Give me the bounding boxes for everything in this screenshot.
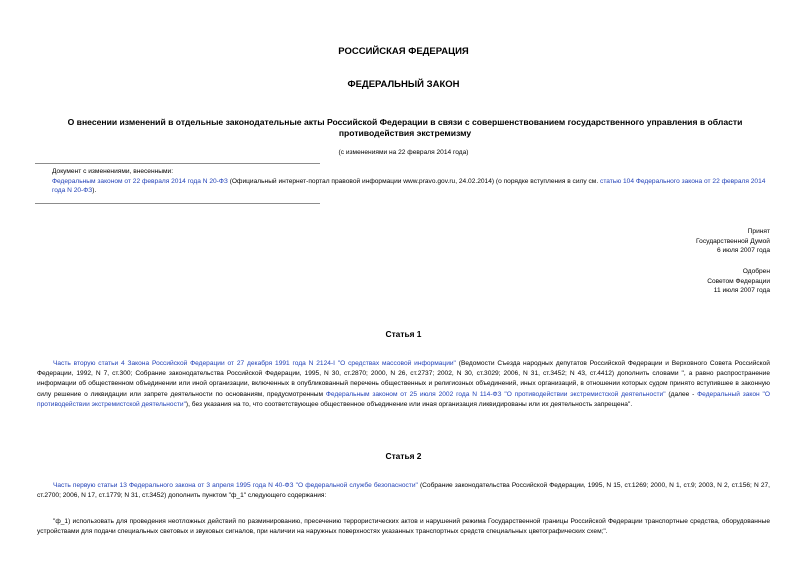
- country-heading: РОССИЙСКАЯ ФЕДЕРАЦИЯ: [338, 46, 469, 57]
- article-1-paragraph: [37, 359, 770, 410]
- changes-block: [52, 167, 774, 196]
- divider-bottom: [35, 203, 320, 204]
- adoption-federation-council: [707, 267, 770, 296]
- changes-text-2: ).: [92, 187, 97, 195]
- adoption-duma: [696, 227, 770, 256]
- changes-text-1: (Официальный интернет-портал правовой информации www.pravo.gov.ru, 24.02.2014) (о порядке вступления в силу см.: [227, 177, 601, 185]
- changes-text: [52, 177, 774, 196]
- changes-intro: Документ с изменениями, внесенными:: [52, 168, 174, 175]
- changes-link-law[interactable]: Федеральным законом от 22 февраля 2014 года N 20-ФЗ: [52, 177, 228, 185]
- article-1-text-1: (Ведомости Съезда народных депутатов Российской Федерации и Верховного Совета Российской Федерации, 1992, N 7, ст.300; Собрание законодательства Российской Федерации, 1995, N 30, ст.2870; 2000, N 26, ст.2737; 2002, N 30, ст.3029; 2006, N 31, ст.3452; N 43, ст.4412) дополнить словами ", а равно распространение информации об общественном объединении или иной организации, включенных в опубликованный перечень общественных и религиозных объединений, иных организаций, в отношении которых судом принято вступившее в законную силу решение о ликвидации или запрете деятельности по основаниям, предусмотренным: [37, 360, 770, 398]
- article-2-heading: Статья 2: [385, 451, 422, 461]
- accepted-by: Государственной Думой: [696, 237, 770, 245]
- accepted-label: Принят: [747, 228, 770, 235]
- edition-note: (с изменениями на 22 февраля 2014 года): [338, 149, 469, 156]
- article-1-text-2: (далее -: [665, 390, 698, 398]
- accepted-date: 6 июля 2007 года: [716, 247, 770, 254]
- changes-link-article[interactable]: статью 104 Федерального закона от 22 февраля 2014 года N 20-ФЗ: [52, 177, 766, 195]
- article-2-text-1: (Собрание законодательства Российской Федерации, 1995, N 15, ст.1269; 2000, N 1, ст.9; 2003, N 2, ст.156; N 27, ст.2700; 2006, N 17, ст.1779; N 31, ст.3452) дополнить пунктом "ф_1" следующего содержания:: [37, 482, 770, 500]
- approved-label: Одобрен: [742, 268, 770, 275]
- article-1-link-extremism-short[interactable]: Федеральный закон "О противодействии экстремистской деятельности": [37, 390, 770, 408]
- article-1-link-media-law[interactable]: Часть вторую статьи 4 Закона Российской Федерации от 27 декабря 1991 года N 2124-I "О средствах массовой информации": [53, 360, 456, 367]
- article-1-text-3: ), без указания на то, что соответствующее общественное объединение или иная организация ликвидированы или их деятельность запрещена".: [185, 400, 633, 408]
- law-title: О внесении изменений в отдельные законодательные акты Российской Федерации в связи с совершенствованием государственного управления в области противодействия экстремизму: [67, 117, 743, 138]
- divider-top: [35, 163, 320, 164]
- article-2-quote: [37, 517, 770, 537]
- article-2-quote-text: "ф_1) использовать для проведения неотложных действий по разминированию, пресечению террористических актов и нарушений режима Государственной границы Российской Федерации транспортные средства, оборудованные устройствами для подачи специальных световых и звуковых сигналов, при наличии на наружных поверхностях указанных транспортных средств специальных цветографических схем;".: [37, 518, 770, 536]
- article-2-paragraph: [37, 481, 770, 501]
- doc-type-heading: ФЕДЕРАЛЬНЫЙ ЗАКОН: [347, 79, 460, 90]
- article-2-link-fsb-law[interactable]: Часть первую статьи 13 Федерального закона от 3 апреля 1995 года N 40-ФЗ "О федеральной службе безопасности": [53, 482, 418, 489]
- article-1-heading: Статья 1: [385, 329, 422, 339]
- article-1-link-extremism-law[interactable]: Федеральным законом от 25 июля 2002 года N 114-ФЗ "О противодействии экстремистской деятельности": [325, 390, 666, 398]
- approved-date: 11 июля 2007 года: [713, 287, 770, 294]
- approved-by: Советом Федерации: [707, 277, 770, 285]
